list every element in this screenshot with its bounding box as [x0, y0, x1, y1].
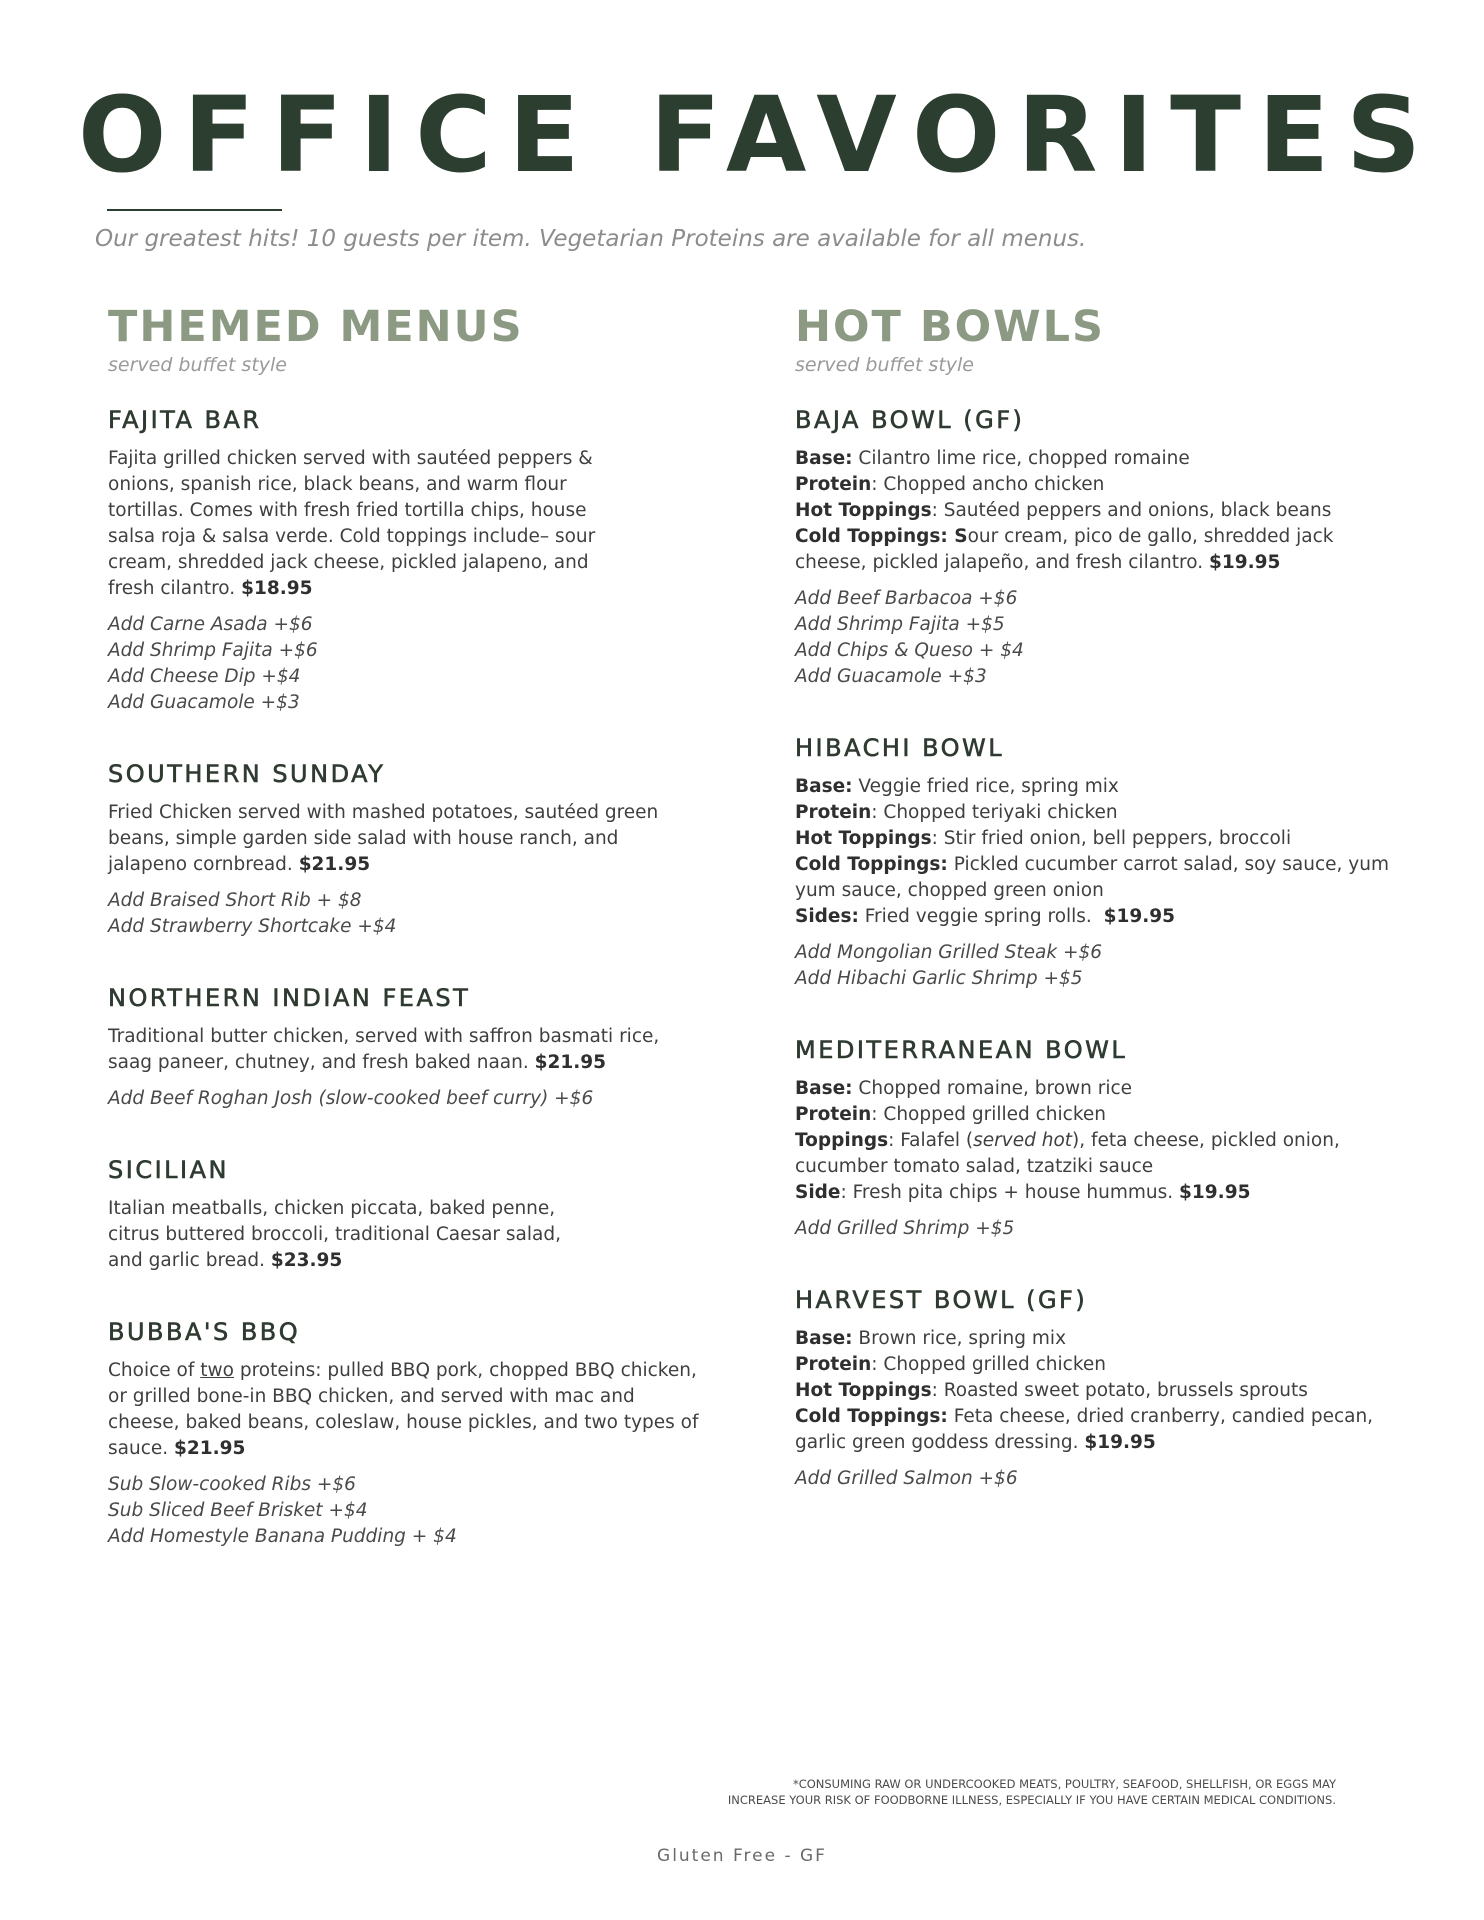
cold-toppings-line: Cold Toppings: Sour cream, pico de gallo, shredded jack cheese, pickled jalapeño, and fresh cilantro. $19.95	[795, 525, 1334, 573]
addon-list	[795, 586, 1395, 690]
disclaimer-line: INCREASE YOUR RISK OF FOODBORNE ILLNESS, ESPECIALLY IF YOU HAVE CERTAIN MEDICAL CONDITIONS.	[727, 1793, 1336, 1807]
item-name: HIBACHI BOWL	[795, 733, 1005, 762]
item-price: $23.95	[270, 1249, 343, 1271]
addon-item: Add Guacamole +$3	[108, 691, 300, 713]
addon-item: Add Beef Barbacoa +$6	[795, 587, 1018, 609]
menu-item-fajita-bar	[108, 406, 748, 716]
item-price: $21.95	[298, 853, 371, 875]
item-name: BUBBA'S BBQ	[108, 1317, 301, 1346]
description-text: proteins: pulled BBQ pork, chopped BBQ chicken, or grilled bone-in BBQ chicken, and served with mac and cheese, baked beans, coleslaw, house pickles, and two types of sauce.	[108, 1359, 699, 1459]
food-safety-disclaimer	[728, 1776, 1336, 1808]
section-title: THEMED MENUS	[108, 302, 524, 352]
hot-toppings-line: Hot Toppings: Roasted sweet potato, brussels sprouts	[795, 1379, 1308, 1401]
addon-item: Add Homestyle Banana Pudding + $4	[108, 1525, 457, 1547]
description-text: Italian meatballs, chicken piccata, baked penne, citrus buttered broccoli, traditional Caesar salad, and garlic bread.	[108, 1197, 561, 1271]
item-price: $19.95	[1209, 551, 1281, 573]
addon-item: Add Carne Asada +$6	[108, 613, 313, 635]
item-price: $18.95	[241, 577, 313, 599]
description-text: Traditional butter chicken, served with saffron basmati rice, saag paneer, chutney, and fresh baked naan.	[108, 1025, 660, 1073]
section-subtitle: served buffet style	[795, 353, 974, 376]
addon-item: Add Shrimp Fajita +$5	[795, 613, 1005, 635]
item-name: NORTHERN INDIAN FEAST	[108, 983, 471, 1012]
addon-item: Add Beef Roghan Josh (slow-cooked beef curry) +$6	[108, 1087, 594, 1109]
item-name: BAJA BOWL (GF)	[795, 405, 1025, 434]
menu-item-bubbas-bbq	[108, 1318, 748, 1550]
item-name: HARVEST BOWL (GF)	[795, 1285, 1088, 1314]
protein-line: Protein: Chopped grilled chicken	[795, 1103, 1107, 1125]
item-price: $19.95	[1103, 905, 1175, 927]
item-price: $21.95	[174, 1437, 246, 1459]
addon-list	[108, 1086, 748, 1112]
item-name: SOUTHERN SUNDAY	[108, 759, 386, 788]
page-title: OFFICE FAVORITES	[78, 74, 1439, 196]
description-text: Fajita grilled chicken served with sautéed peppers & onions, spanish rice, black beans, and warm flour tortillas. Comes with fresh fried tortilla chips, house salsa roja & salsa verde. Cold toppings include– sour cream, shredded jack cheese, pickled jalapeno, and fresh cilantro.	[108, 447, 596, 599]
item-description	[108, 1024, 688, 1076]
hot-toppings-line: Hot Toppings: Sautéed peppers and onions, black beans	[795, 499, 1332, 521]
addon-list	[108, 612, 748, 716]
protein-line: Protein: Chopped teriyaki chicken	[795, 801, 1118, 823]
addon-list	[795, 940, 1395, 992]
menu-item-harvest-bowl	[795, 1286, 1395, 1492]
description-text: Fried Chicken served with mashed potatoes, sautéed green beans, simple garden side salad with house ranch, and jalapeno cornbread.	[108, 801, 659, 875]
description-text: Choice of	[108, 1359, 201, 1381]
addon-item: Add Cheese Dip +$4	[108, 665, 301, 687]
protein-line: Protein: Chopped ancho chicken	[795, 473, 1105, 495]
disclaimer-line: *CONSUMING RAW OR UNDERCOOKED MEATS, POULTRY, SEAFOOD, SHELLFISH, OR EGGS MAY	[792, 1777, 1336, 1791]
item-price: $21.95	[534, 1051, 607, 1073]
item-price: $19.95	[1084, 1431, 1156, 1453]
addon-list	[108, 1472, 748, 1550]
item-price: $19.95	[1179, 1181, 1251, 1203]
tagline: Our greatest hits! 10 guests per item. Vegetarian Proteins are available for all menus.	[95, 226, 1087, 252]
addon-list	[108, 888, 748, 940]
item-name: SICILIAN	[108, 1155, 229, 1184]
hot-toppings-line: Hot Toppings: Stir fried onion, bell peppers, broccoli	[795, 827, 1292, 849]
section-subtitle: served buffet style	[108, 353, 287, 376]
menu-item-southern-sunday	[108, 760, 748, 940]
addon-item: Add Braised Short Rib + $8	[108, 889, 362, 911]
toppings-line: Toppings: Falafel (served hot), feta cheese, pickled onion, cucumber tomato salad, tzatziki sauce	[795, 1129, 1340, 1177]
addon-item: Add Strawberry Shortcake +$4	[108, 915, 397, 937]
addon-list	[795, 1466, 1395, 1492]
addon-item: Add Guacamole +$3	[795, 665, 987, 687]
side-line: Side: Fresh pita chips + house hummus. $19.95	[795, 1181, 1251, 1203]
section-title: HOT BOWLS	[795, 302, 1105, 352]
sides-line: Sides: Fried veggie spring rolls. $19.95	[795, 905, 1175, 927]
addon-item: Add Shrimp Fajita +$6	[108, 639, 318, 661]
item-description	[108, 800, 688, 878]
cold-toppings-line: Cold Toppings: Pickled cucumber carrot salad, soy sauce, yum yum sauce, chopped green onion	[795, 853, 1389, 901]
base-line: Base: Veggie fried rice, spring mix	[795, 775, 1119, 797]
title-underline	[107, 209, 282, 211]
addon-item: Sub Sliced Beef Brisket +$4	[108, 1499, 368, 1521]
hot-bowls-section	[795, 302, 1395, 1536]
menu-item-sicilian	[108, 1156, 748, 1274]
item-name: FAJITA BAR	[108, 405, 262, 434]
gluten-free-legend: Gluten Free - GF	[657, 1846, 827, 1866]
item-description	[108, 1358, 708, 1462]
addon-item: Add Grilled Shrimp +$5	[795, 1217, 1015, 1239]
menu-item-mediterranean-bowl	[795, 1036, 1395, 1242]
addon-item: Add Mongolian Grilled Steak +$6	[795, 941, 1103, 963]
addon-item: Add Grilled Salmon +$6	[795, 1467, 1018, 1489]
addon-list	[795, 1216, 1395, 1242]
themed-menus-section	[108, 302, 748, 1594]
cold-toppings-line: Cold Toppings: Feta cheese, dried cranberry, candied pecan, garlic green goddess dressing. $19.95	[795, 1405, 1374, 1453]
item-name: MEDITERRANEAN BOWL	[795, 1035, 1128, 1064]
base-line: Base: Chopped romaine, brown rice	[795, 1077, 1133, 1099]
menu-item-hibachi-bowl	[795, 734, 1395, 992]
addon-item: Add Chips & Queso + $4	[795, 639, 1024, 661]
menu-item-baja-bowl	[795, 406, 1395, 690]
base-line: Base: Cilantro lime rice, chopped romaine	[795, 447, 1190, 469]
base-line: Base: Brown rice, spring mix	[795, 1327, 1067, 1349]
addon-item: Add Hibachi Garlic Shrimp +$5	[795, 967, 1083, 989]
item-description	[108, 446, 628, 602]
menu-item-northern-indian-feast	[108, 984, 748, 1112]
addon-item: Sub Slow-cooked Ribs +$6	[108, 1473, 356, 1495]
item-description	[108, 1196, 588, 1274]
protein-line: Protein: Chopped grilled chicken	[795, 1353, 1107, 1375]
description-underlined: two	[200, 1359, 234, 1381]
